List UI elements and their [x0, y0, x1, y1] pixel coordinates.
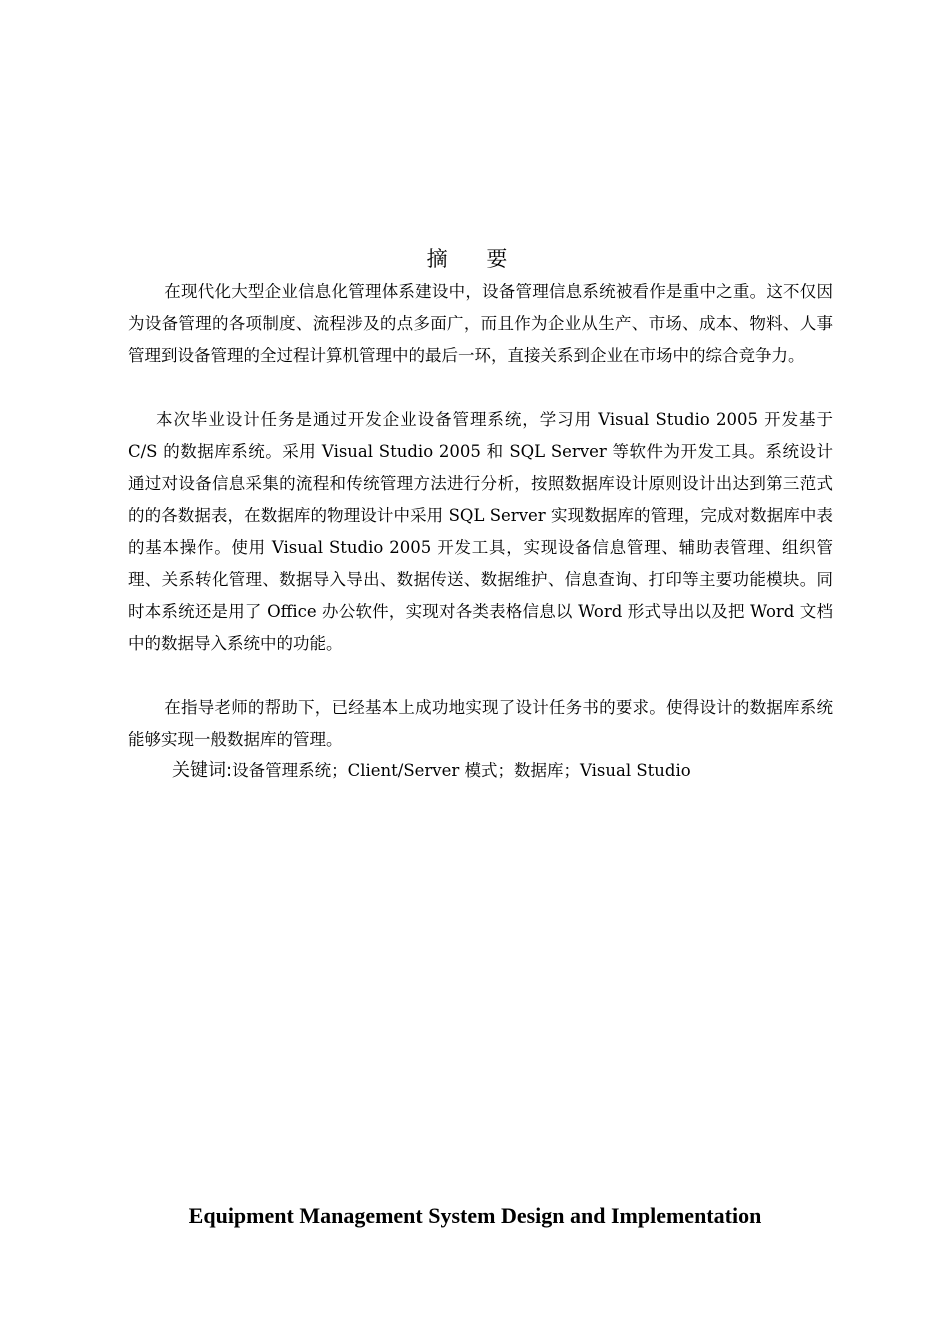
english-title: Equipment Management System Design and Implementation [188, 1203, 762, 1228]
keywords-line [172, 755, 832, 787]
abstract-paragraph-2: 本次毕业设计任务是通过开发企业设备管理系统，学习用 Visual Studio 2005 开发基于 C/S 的数据库系统。采用 Visual Studio 2005 和 SQL Server 等软件为开发工具。系统设计通过对设备信息采集的流程和传统管理方法进行分析，按照数据库设计原则设计出达到第三范式的的各数据表，在数据库的物理设计中采用 SQL Server 实现数据库的管理，完成对数据库中表的基本操作。使用 Visual Studio 2005 开发工具，实现设备信息管理、辅助表管理、组织管理、关系转化管理、数据导入导出、数据传送、数据维护、信息查询、打印等主要功能模块。同时本系统还是用了 Office 办公软件，实现对各类表格信息以 Word 形式导出以及把 Word 文档中的数据导入系统中的功能。 [128, 410, 833, 653]
abstract-paragraph-3: 在指导老师的帮助下，已经基本上成功地实现了设计任务书的要求。使得设计的数据库系统能够实现一般数据库的管理。 [128, 698, 833, 749]
keywords-label: 关键词: [172, 760, 233, 781]
abstract-title: 摘 要 [426, 247, 524, 271]
keywords-text: 设备管理系统；Client/Server 模式；数据库；Visual Studio [232, 761, 691, 780]
abstract-paragraph-1: 在现代化大型企业信息化管理体系建设中，设备管理信息系统被看作是重中之重。这不仅因为设备管理的各项制度、流程涉及的点多面广，而且作为企业从生产、市场、成本、物料、人事管理到设备管理的全过程计算机管理中的最后一环，直接关系到企业在市场中的综合竞争力。 [128, 282, 833, 365]
